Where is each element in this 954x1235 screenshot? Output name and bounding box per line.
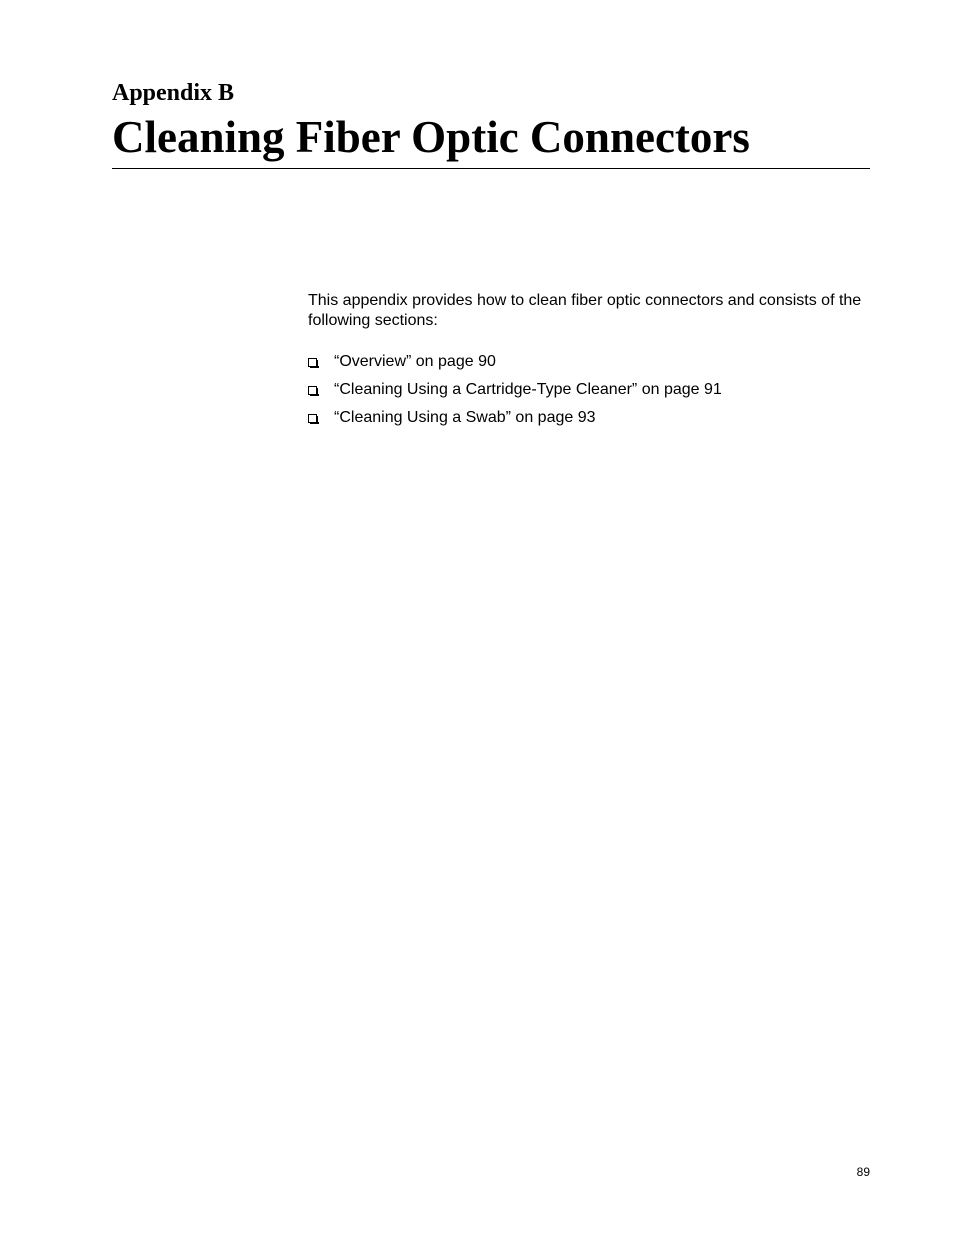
appendix-label: Appendix B — [112, 80, 235, 106]
section-link-cartridge-cleaner[interactable]: “Cleaning Using a Cartridge-Type Cleaner” on page 91 — [334, 381, 722, 398]
list-item — [308, 376, 873, 404]
list-item — [308, 404, 873, 432]
list-item — [308, 348, 873, 376]
intro-paragraph: This appendix provides how to clean fiber optic connectors and consists of the following sections: — [308, 292, 862, 329]
checkbox-icon — [308, 358, 317, 367]
section-link-swab[interactable]: “Cleaning Using a Swab” on page 93 — [334, 409, 596, 426]
title-divider — [112, 168, 870, 169]
checkbox-icon — [308, 414, 317, 423]
page-number: 89 — [856, 1165, 870, 1179]
checkbox-icon — [308, 386, 317, 395]
section-link-overview[interactable]: “Overview” on page 90 — [334, 353, 496, 370]
page-title: Cleaning Fiber Optic Connectors — [112, 112, 750, 162]
section-list — [308, 348, 873, 432]
